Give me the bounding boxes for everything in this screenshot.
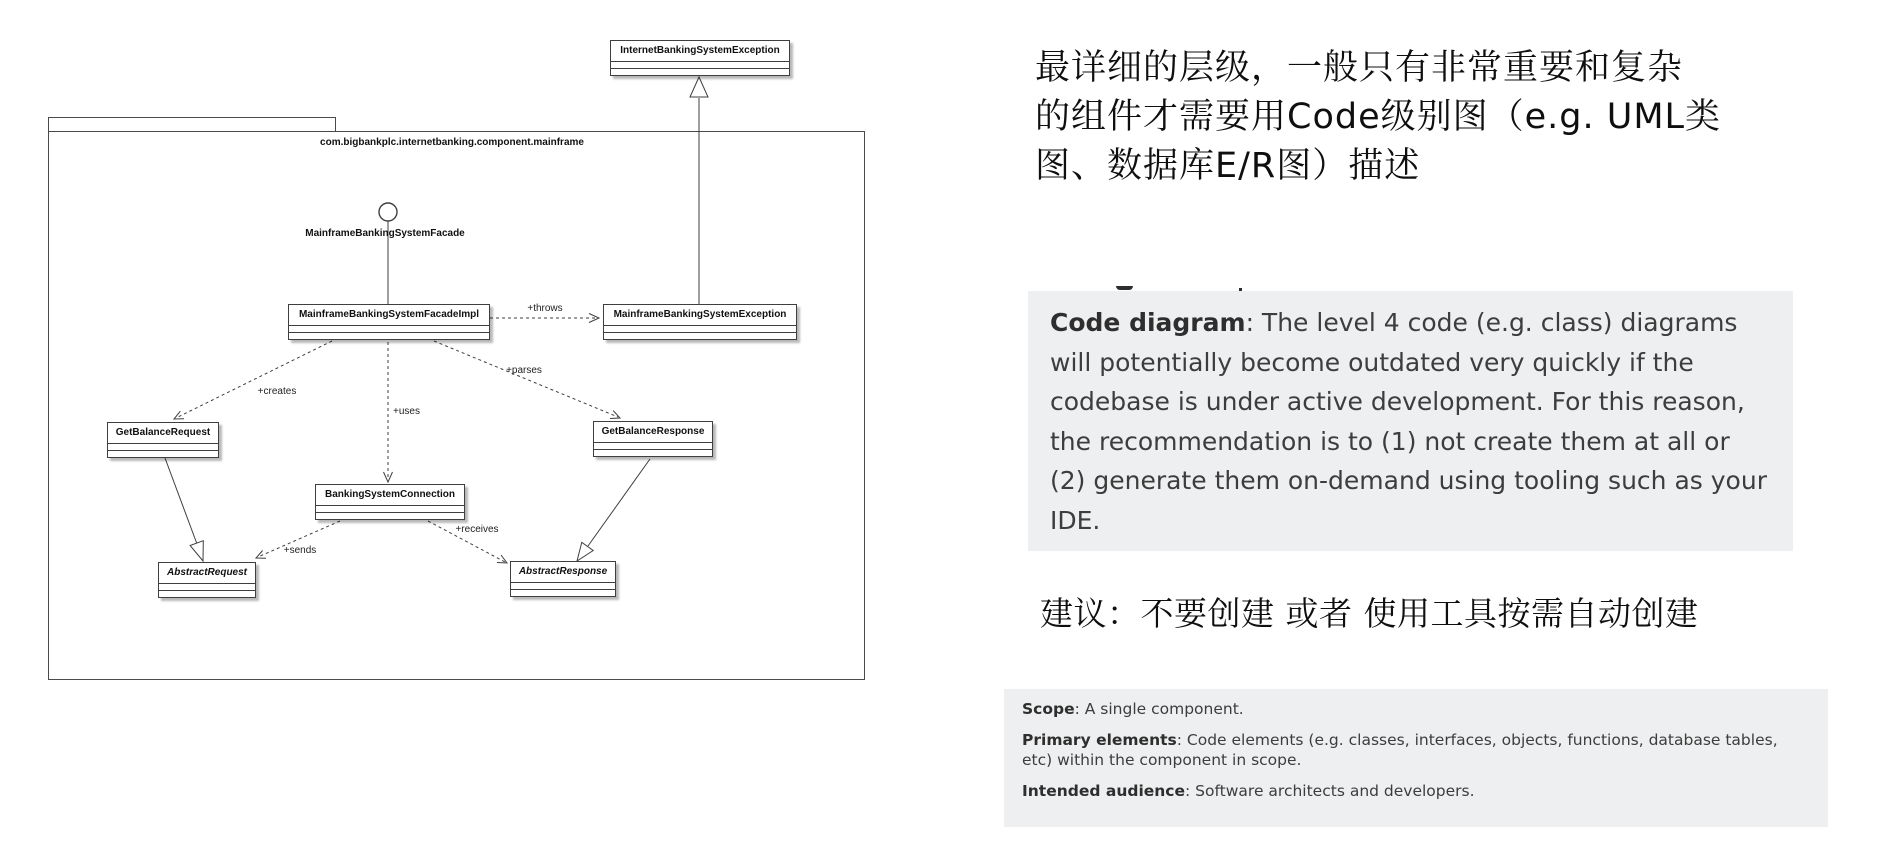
uml-connectors-layer (0, 0, 960, 720)
edge-label-uses: +uses (393, 406, 420, 417)
quote-lead: Code diagram (1050, 308, 1246, 337)
uml-class-abstract-response (510, 561, 616, 597)
generalization-line-request (165, 458, 197, 544)
attributes-compartment (611, 62, 789, 69)
class-name: GetBalanceResponse (594, 422, 712, 443)
info-label: Intended audience (1022, 782, 1186, 801)
code-diagram-quote-box (1028, 291, 1793, 551)
methods-compartment (611, 69, 789, 75)
edge-label-receives: +receives (455, 524, 499, 535)
scope-info-box (1004, 689, 1828, 827)
creates-edge (176, 341, 332, 418)
info-label: Primary elements (1022, 731, 1177, 750)
generalization-arrowhead (690, 77, 708, 97)
uml-class-banking-system-connection (315, 484, 465, 520)
edge-label-sends: +sends (283, 545, 317, 556)
uml-class-get-balance-request (107, 422, 219, 458)
chinese-heading-line: 图、数据库E/R图）描述 (1035, 146, 1421, 186)
methods-compartment (159, 591, 255, 597)
attributes-compartment (289, 326, 489, 333)
methods-compartment (316, 513, 464, 519)
info-label: Scope (1022, 700, 1075, 718)
edge-label-parses: +parses (506, 365, 542, 376)
class-name: AbstractResponse (511, 562, 615, 583)
generalization-arrowhead-response (577, 542, 593, 561)
uml-class-internet-banking-system-exception (610, 40, 790, 76)
edge-label-creates: +creates (257, 386, 297, 397)
cropped-text-remnant (1116, 286, 1133, 290)
methods-compartment (108, 451, 218, 457)
class-name: BankingSystemConnection (316, 485, 464, 506)
class-name: MainframeBankingSystemException (604, 305, 796, 326)
interface-name-label: MainframeBankingSystemFacade (305, 228, 465, 239)
methods-compartment (511, 590, 615, 596)
attributes-compartment (604, 326, 796, 333)
info-text: : A single component. (1074, 700, 1244, 718)
chinese-heading-line: 最详细的层级，一般只有非常重要和复杂 (1035, 48, 1684, 88)
uml-class-abstract-request (158, 562, 256, 598)
chinese-heading-line: 的组件才需要用Code级别图（e.g. UML类 (1035, 97, 1722, 137)
info-row-intended-audience (1022, 782, 1810, 801)
info-text: : Code elements (e.g. classes, interfaces, objects, functions, database tables, etc) within the component in scope. (1022, 731, 1778, 769)
interface-lollipop-icon (379, 203, 397, 221)
methods-compartment (594, 450, 712, 456)
attributes-compartment (594, 443, 712, 450)
info-row-primary-elements (1022, 731, 1810, 770)
uml-code-diagram (0, 0, 960, 720)
uml-class-get-balance-response (593, 421, 713, 457)
uml-class-mainframe-banking-system-exception (603, 304, 797, 340)
edge-label-throws: +throws (527, 303, 563, 314)
package-name-label: com.bigbankplc.internetbanking.component.mainframe (320, 137, 584, 148)
class-name: GetBalanceRequest (108, 423, 218, 444)
attributes-compartment (159, 584, 255, 591)
class-name: MainframeBankingSystemFacadeImpl (289, 305, 489, 326)
class-name: InternetBankingSystemException (611, 41, 789, 62)
info-row-scope (1022, 700, 1810, 719)
sends-arrowhead (256, 551, 266, 559)
class-name: AbstractRequest (159, 563, 255, 584)
attributes-compartment (511, 583, 615, 590)
quote-body: : The level 4 code (e.g. class) diagrams will potentially become outdated very quickly if the codebase is under active development. For this reason, the recommendation is to (1) not create them at all or (2) generate them on-demand using tooling such as your IDE. (1050, 308, 1767, 535)
generalization-line-response (588, 459, 650, 546)
creates-arrowhead (174, 411, 184, 419)
parses-edge (434, 341, 618, 417)
generalization-arrowhead-request (190, 541, 203, 561)
uml-class-mainframe-banking-system-facade-impl (288, 304, 490, 340)
attributes-compartment (316, 506, 464, 513)
attributes-compartment (108, 444, 218, 451)
methods-compartment (604, 333, 796, 339)
chinese-heading (1035, 44, 1875, 191)
package-tab (49, 118, 336, 132)
chinese-suggestion: 建议：不要创建 或者 使用工具按需自动创建 (1040, 594, 1699, 633)
info-text: : Software architects and developers. (1185, 782, 1475, 801)
methods-compartment (289, 333, 489, 339)
